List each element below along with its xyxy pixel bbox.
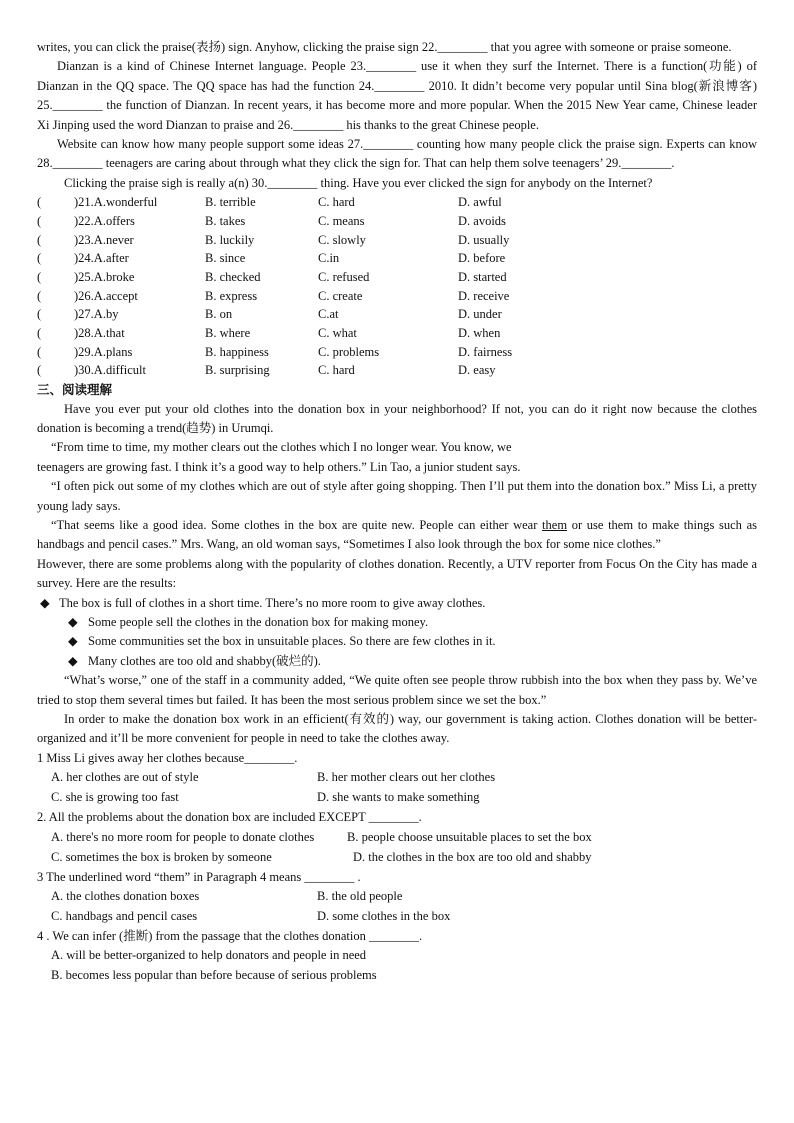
bullet-text: Some communities set the box in unsuitable places. So there are few clothes in it. — [88, 634, 496, 649]
question-1 — [37, 749, 757, 808]
answer-paren: ( — [37, 232, 42, 247]
option-d: D. usually — [458, 232, 510, 247]
question-options-row — [37, 788, 757, 808]
choice-a: A. her clothes are out of style — [51, 770, 199, 785]
diamond-bullet-icon: ◆ — [68, 634, 78, 649]
option-row — [37, 268, 757, 287]
survey-bullet — [37, 594, 757, 613]
reading-paragraph-7: In order to make the donation box work in an efficient(有效的) way, our government is taking action. Clothes donation will be better-organized and it’ll be more convenient for people in need to take the clothes away. — [37, 712, 757, 746]
option-a: )26.A.accept — [74, 288, 138, 303]
reading-paragraph-4 — [37, 516, 757, 555]
option-row — [37, 343, 757, 362]
option-row — [37, 324, 757, 343]
option-b: B. express — [205, 288, 258, 303]
question-stem: 3 The underlined word “them” in Paragraph 4 means ________ . — [37, 869, 361, 884]
reading-paragraph-2a: “From time to time, my mother clears out the clothes which I no longer wear. You know, we — [51, 440, 512, 455]
option-c: C. slowly — [318, 232, 366, 247]
choice-b: B. the old people — [317, 889, 403, 904]
choice-c: C. handbags and pencil cases — [51, 909, 198, 924]
option-d: D. avoids — [458, 213, 506, 228]
reading-paragraph-3: “I often pick out some of my clothes which are out of style after going shopping. Then I’ll put them into the donation box.” Miss Li, a pretty young lady says. — [37, 479, 757, 513]
answer-paren: ( — [37, 363, 42, 378]
choice-a: A. the clothes donation boxes — [51, 889, 200, 904]
choice-b: B. her mother clears out her clothes — [317, 770, 496, 785]
option-a: )25.A.broke — [74, 270, 135, 284]
option-d: D. easy — [458, 363, 496, 378]
question-options-row — [37, 828, 757, 848]
option-c: C. problems — [318, 344, 380, 359]
option-a: )29.A.plans — [74, 344, 133, 359]
option-d: D. fairness — [458, 344, 513, 359]
reading-paragraph-6: “What’s worse,” one of the staff in a community added, “We quite often see people throw rubbish into the box when they pass by. We’ve tried to stop them several times but failed. It has been the most serious problem since we set the box.” — [37, 673, 757, 707]
choice-d: D. she wants to make something — [317, 790, 480, 805]
answer-paren: ( — [37, 288, 42, 303]
answer-paren: ( — [37, 307, 42, 322]
answer-paren: ( — [37, 195, 42, 210]
option-a: )24.A.after — [74, 251, 129, 266]
option-b: B. terrible — [205, 195, 256, 210]
option-a: )30.A.difficult — [74, 363, 146, 378]
reading-paragraph-2b: teenagers are growing fast. I think it’s a good way to help others.” Lin Tao, a junior student says. — [37, 459, 521, 474]
option-b: B. on — [205, 307, 233, 322]
option-a: )27.A.by — [74, 307, 119, 322]
bullet-text: Some people sell the clothes in the donation box for making money. — [88, 615, 429, 629]
question-options-row — [37, 848, 757, 868]
question-stem: 4 . We can infer (推断) from the passage that the clothes donation ________. — [37, 929, 423, 944]
answer-paren: ( — [37, 251, 42, 266]
option-d: D. awful — [458, 195, 502, 210]
option-row — [37, 231, 757, 250]
option-b: B. since — [205, 251, 246, 266]
choice-b: B. people choose unsuitable places to set the box — [347, 829, 592, 844]
option-a: )23.A.never — [74, 232, 134, 247]
survey-bullet — [37, 632, 757, 651]
question-options-row — [37, 887, 757, 907]
option-b: B. checked — [205, 270, 261, 284]
choice-b: B. becomes less popular than before because of serious problems — [51, 968, 377, 983]
option-d: D. when — [458, 326, 501, 341]
option-d: D. before — [458, 251, 506, 266]
option-b: B. where — [205, 326, 251, 341]
diamond-bullet-icon: ◆ — [68, 615, 78, 629]
answer-paren: ( — [37, 326, 42, 341]
option-b: B. surprising — [205, 363, 270, 378]
answer-paren: ( — [37, 270, 42, 284]
cloze-paragraph-4: Clicking the praise sigh is really a(n) 30.________ thing. Have you ever clicked the sign for anybody on the Internet? — [64, 175, 653, 190]
option-a: )22.A.offers — [74, 213, 135, 228]
cloze-paragraph-3: Website can know how many people support some ideas 27.________ counting how many people click the praise sign. Experts can know 28.________ teenagers are caring about through what they click the sign for. That can help them solve teenagers’ 29.________. — [37, 137, 757, 171]
answer-paren: ( — [37, 344, 42, 359]
question-stem: 2. All the problems about the donation box are included EXCEPT ________. — [37, 810, 422, 825]
question-options-row — [37, 907, 757, 927]
cloze-paragraph-2: Dianzan is a kind of Chinese Internet language. People 23.________ use it when they surf the Internet. There is a function(功能) of Dianzan in the QQ space. The QQ space has had the function 24.________ 2010. It didn’t become very popular until Sina blog(新浪博客) 25.________ the function of Dianzan. In recent years, it has become more and more popular. When the 2015 New Year came, Chinese leader Xi Jinping used the word Dianzan to praise and 26.________ his thanks to the great Chinese people. — [37, 59, 757, 132]
question-options-row — [37, 768, 757, 788]
worksheet-page — [37, 38, 757, 986]
option-row — [37, 249, 757, 268]
option-row — [37, 305, 757, 324]
underlined-word-them: them — [542, 517, 568, 532]
choice-c: C. sometimes the box is broken by someone — [51, 849, 272, 864]
option-row — [37, 287, 757, 306]
answer-paren: ( — [37, 213, 42, 228]
option-c: C. create — [318, 288, 363, 303]
option-d: D. receive — [458, 288, 510, 303]
option-a: )28.A.that — [74, 326, 125, 341]
choice-d: D. some clothes in the box — [317, 909, 451, 924]
choice-a: A. there's no more room for people to donate clothes — [51, 829, 315, 844]
paragraph-4-text-start: “That seems like a good idea. Some clothes in the box are quite new. People can either wear — [51, 517, 543, 532]
bullet-text: The box is full of clothes in a short time. There’s no more room to give away clothes. — [59, 595, 486, 610]
question-2 — [37, 808, 757, 867]
option-d: D. started — [458, 270, 507, 284]
option-c: C. what — [318, 326, 357, 341]
choice-c: C. she is growing too fast — [51, 790, 179, 805]
survey-bullet — [37, 652, 757, 671]
cloze-options — [37, 193, 757, 380]
reading-paragraph-1: Have you ever put your old clothes into the donation box in your neighborhood? If not, you can do it right now because the clothes donation is becoming a trend(趋势) in Urumqi. — [37, 401, 757, 435]
option-c: C.in — [318, 251, 340, 266]
option-c: C. hard — [318, 363, 355, 378]
diamond-bullet-icon: ◆ — [40, 595, 50, 610]
diamond-bullet-icon: ◆ — [68, 653, 78, 668]
question-options-row — [37, 946, 757, 966]
option-row — [37, 212, 757, 231]
option-a: )21.A.wonderful — [74, 195, 158, 210]
option-b: B. luckily — [205, 232, 255, 247]
choice-d: D. the clothes in the box are too old and shabby — [353, 849, 592, 864]
choice-a: A. will be better-organized to help donators and people in need — [51, 948, 367, 963]
option-c: C.at — [318, 307, 339, 322]
bullet-text: Many clothes are too old and shabby(破烂的). — [88, 653, 321, 668]
question-options-row — [37, 966, 757, 986]
option-row — [37, 361, 757, 380]
reading-paragraph-5: However, there are some problems along with the popularity of clothes donation. Recently, a UTV reporter from Focus On the City has made a survey. Here are the results: — [37, 556, 757, 591]
paragraph-4-text-end: or use them to make things such as handbags and pencil cases.” Mrs. Wang, an old woman says, “Sometimes I also look through the box for some nice clothes.” — [37, 517, 757, 552]
option-c: C. means — [318, 213, 365, 228]
cloze-paragraph-1: writes, you can click the praise(表扬) sign. Anyhow, clicking the praise sign 22.________ that you agree with someone or praise someone. — [37, 40, 732, 54]
section-heading: 三、阅读理解 — [37, 382, 113, 398]
survey-bullet — [37, 613, 757, 632]
option-b: B. takes — [205, 213, 246, 228]
option-c: C. hard — [318, 195, 355, 210]
question-3 — [37, 868, 757, 927]
question-stem: 1 Miss Li gives away her clothes because________. — [37, 750, 298, 765]
option-c: C. refused — [318, 270, 370, 284]
option-d: D. under — [458, 307, 502, 322]
option-row — [37, 193, 757, 212]
question-4 — [37, 927, 757, 986]
option-b: B. happiness — [205, 344, 269, 359]
